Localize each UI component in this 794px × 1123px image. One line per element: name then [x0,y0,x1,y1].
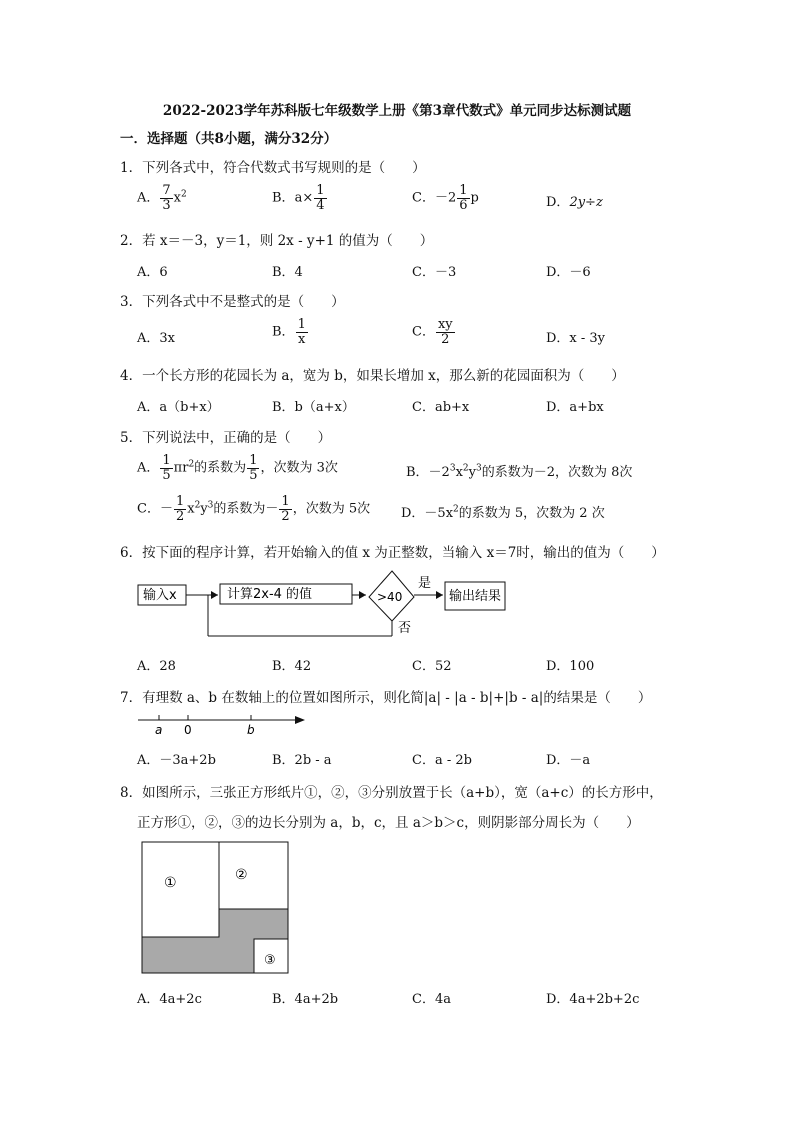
numberline-a-label: a [155,723,163,737]
q1-option-b: B．a× $\frac{1}{4}$ [272,183,325,213]
q8-option-a: A．4a+2c [137,992,202,1007]
q1-option-d: D．2y÷z [546,195,603,210]
q4-option-c: C．ab+x [412,400,470,415]
flow-output-label: 输出结果 [449,589,502,604]
q4-option-a: A．a（b+x） [137,400,220,415]
q6-option-d: D．100 [546,659,595,674]
q2-option-a: A．6 [137,265,168,280]
q6-option-c: C．52 [412,659,452,674]
q4-option-b: B．b（a+x） [272,400,355,415]
shaded-region-right [219,909,288,937]
q3-option-b: B． $\frac{1}{x}$ [272,317,306,347]
q6-option-a: A．28 [137,659,176,674]
question-1-stem: 1．下列各式中，符合代数式书写规则的是（ ） [120,160,426,176]
section-heading: 一．选择题（共8小题，满分32分） [120,131,338,147]
q6-option-b: B．42 [272,659,312,674]
q7-option-d: D．－a [546,753,591,768]
q7-option-c: C．a - 2b [412,753,472,768]
q3-option-a: A．3x [137,331,175,346]
q2-option-c: C．－3 [412,265,457,280]
question-8-stem-line2: 正方形①，②，③的边长分别为 a，b，c，且 a＞b＞c，则阴影部分周长为（ ） [137,815,640,831]
number-line [135,710,310,738]
numberline-zero-label: 0 [184,723,192,737]
flowchart [130,566,520,640]
question-4-stem: 4．一个长方形的花园长为 a，宽为 b，如果长增加 x，那么新的花园面积为（ ） [120,368,625,384]
square-1-label: ① [164,875,177,891]
flow-calc-label: 计算2x-4 的值 [227,587,313,602]
q7-option-a: A．－3a+2b [137,753,216,768]
q2-option-d: D．－6 [546,265,591,280]
square-2 [219,842,288,909]
question-2-stem: 2．若 x＝－3，y＝1，则 2x - y+1 的值为（ ） [120,233,434,249]
q5-option-b: B．$-2^3x^2y^3$的系数为－2，次数为 8次 [406,463,633,480]
flow-input-label: 输入x [143,588,177,603]
square-1 [142,842,219,937]
q1-option-a: A． $\frac{7}{3}$ $x^2$ [137,183,187,213]
flow-condition-label: >40 [377,590,403,604]
square-2-label: ② [235,867,248,883]
q4-option-d: D．a+bx [546,400,604,415]
q1-option-c: C．－2 $\frac{1}{6}$ p [412,183,479,213]
question-8-stem: 8．如图所示，三张正方形纸片①，②，③分别放置于长（a+b），宽（a+c）的长方形中， [120,785,663,801]
question-7-stem: 7．有理数 a、b 在数轴上的位置如图所示，则化简|a| - |a - b|+|b - a|的结果是（ ） [120,690,652,706]
q3-option-c: C． $\frac{xy}{2}$ [412,317,453,347]
q5-option-a: A． $\frac{1}{5}$ $\pi r^2$的系数为 $\frac{1}{5}$ ，次数为 3次 [137,453,338,483]
flow-no-label: 否 [398,621,412,636]
squares-figure [141,841,291,976]
q2-option-b: B．4 [272,265,303,280]
q8-option-d: D．4a+2b+2c [546,992,640,1007]
page-title: 2022-2023学年苏科版七年级数学上册《第3章代数式》单元同步达标测试题 [162,103,632,119]
q5-option-c: C．－ $\frac{1}{2}$ $x^2y^3$的系数为－ $\frac{1}{2}$ ，次数为 5次 [137,494,371,524]
q8-option-c: C．4a [412,992,451,1007]
q5-option-d: D．$-5x^2$的系数为 5，次数为 2 次 [401,504,605,521]
q8-option-b: B．4a+2b [272,992,339,1007]
question-5-stem: 5．下列说法中，正确的是（ ） [120,430,332,446]
square-3-label: ③ [264,953,276,968]
numberline-b-label: b [247,723,255,737]
question-6-stem: 6．按下面的程序计算，若开始输入的值 x 为正整数，当输入 x＝7时，输出的值为（ ） [120,545,665,561]
question-3-stem: 3．下列各式中不是整式的是（ ） [120,294,345,310]
q3-option-d: D．x - 3y [546,331,606,346]
q7-option-b: B．2b - a [272,753,332,768]
flow-yes-label: 是 [418,576,432,591]
